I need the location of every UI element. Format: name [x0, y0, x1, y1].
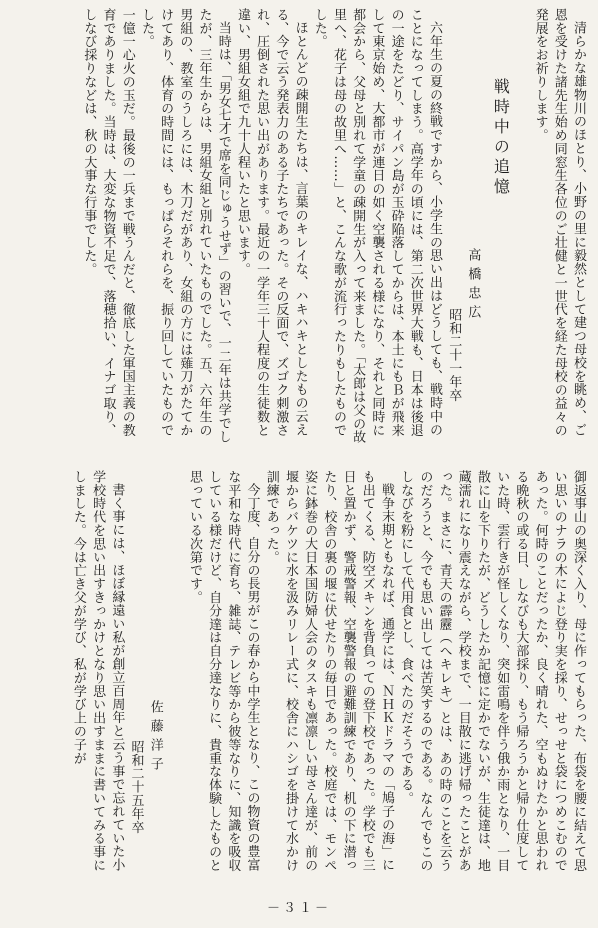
article-paragraph: ほとんどの疎開生たちは、言葉のキレイな、ハキハキとしたもの云える、今で云う発表力のある子たちであった。その反面で、ズゴク刺激され、圧倒された思い出があります。最近の一学年三十人程度の生徒数と違い、男組女組で九十人程いたと思います。 [234, 8, 308, 437]
article-author: 高橋忠広 [465, 248, 481, 324]
page-number: －３１－ [266, 901, 331, 916]
article-title: 戦時中の追憶 [491, 78, 511, 198]
article-paragraph: 六年生の夏の終戦ですから、小学生の思い出はどうしても、戦時中のことになってしまう。高学年の頃には、第二次世界大戦も、日本は後退の一途をたどり、サイパン島が玉砕陥落してからは、本土にもＢが飛来して東京始め、大都市が連日の如く空襲される様になり、それと同時に都会から、父母と別れて学童の疎開生が入って来ました。「太郎は父の故里へ、花子は母の故里へ……」と、こんな歌が流行ったりもしたものでした。 [311, 8, 442, 444]
article-paragraph: 一億一心火の玉だ。最後の一兵まで戦うんだと、徹底した軍国主義の教育でありました。当時は、大変な物資不足で、落穂拾い、イナゴ取り、しなび採りなどは、秋の大事な行事でした。 [81, 8, 135, 437]
column-gap [165, 470, 185, 880]
article-paragraph: 今丁度、自分の長男がこの春から中学生となり、この物資の豊富な平和な時代に育ち、雑誌、テレビ等から彼等なりに、知識を吸収している様だけど、自分達は自分達なりに、貴重な体験したものと思っている次第です。 [186, 470, 260, 872]
article-cohort: 昭和二十五年卒 [128, 740, 144, 834]
article-cohort: 昭和二十一年卒 [446, 308, 462, 402]
article-paragraph: 書く事には、ほぼ縁遠い私が創立百周年と云う事で忘れていた小学校時代を思い出すきっかけとなり思い出すままに書いてみる事にしました。今は亡き父が学び、私が学び上の子が [70, 470, 125, 872]
article-paragraph: 戦争末期ともなれば、通学には、ＮＨＫドラマの「鳩子の海」にも出てくる、防空ズキンを背負っての登下校であった。学校でも三日と置かず、警戒警報、空襲警報の避難訓練であり、机の下に潜ったり、校舎の裏の堰に伏せたりの毎日であった。校庭では、モンペ姿に鉢巻の大日本国防婦人会のタスキも凛凛しい母さん達が、前の堰からバケツに水を汲みリレー式に、校舎にハシゴを掛けて水かけ訓練であった。 [263, 470, 394, 872]
column-gap [510, 8, 530, 446]
intro-paragraph: 清らかな雄物川のほとり、小野の里に毅然として建つ母校を眺め、ご恩を受けた諸先生始め同窓生各位のご壮健と一世代を経た母校の益々の発展をお祈りします。 [532, 8, 586, 437]
article-continuation: 御返事山の奥深く入り、母に作ってもらった、布袋を腰に結えて思い思いのナラの木によじ登り実を採り、せっせと袋につめこむのであった。何時のことだったか、良く晴れた、空もぬけたかと思われる晩秋の或る日、しなびも大部採り、もう帰ろうかと帰り仕度していた時、雲行きが怪しくなり、突如雷鳴を伴う俄か雨となり、一目散に山を下りたが、どうしたか記憶に定かでないが、生徒達は、地蔵濡れになり震えながら、学校まで、一目散に逃げ帰ったことがあった。まさに、青天の霹靂（へキレキ）とは、あの時のことを云うのだろうと、今でも思い出しては苦笑するのである。なんでもこのしなびを粉にして代用食とし、食べたのだそうである。 [398, 470, 586, 872]
article-author: 佐藤洋子 [147, 700, 163, 776]
lower-text-block [10, 470, 588, 880]
article-paragraph: 当時は、「男女七才で席を同じゅうせず」の習いで、一二年は共学でしたが、三年生からは、男組女組と別れていたものでした。五、六年生の男組の、教室のうしろには、木刀だがあり、女組の方には薙刀がたてかけてあり、体育の時間には、もっぱらそれらを、振り回していたものでした。 [138, 8, 231, 444]
upper-text-block [10, 8, 588, 446]
